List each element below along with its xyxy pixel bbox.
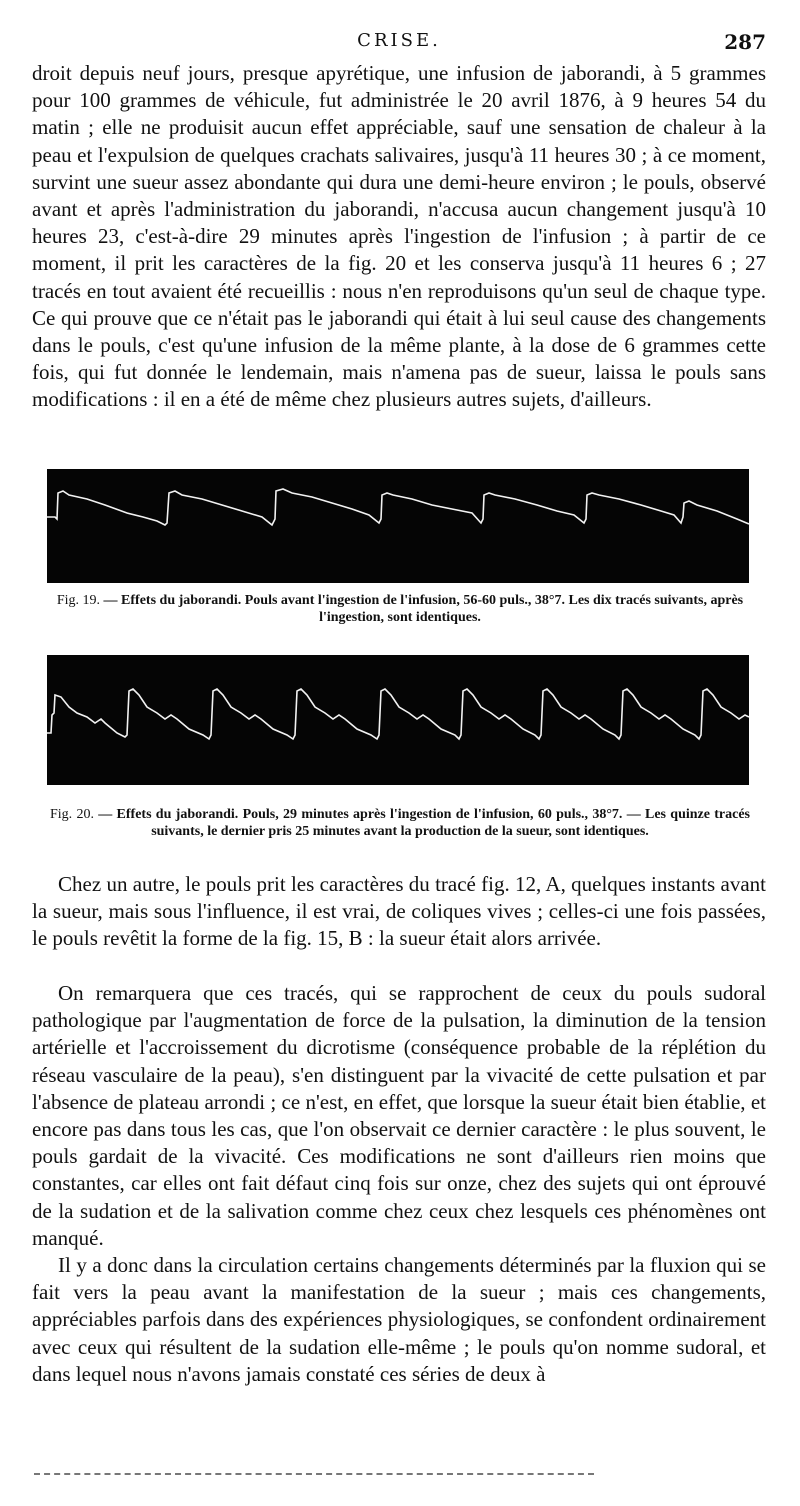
running-title: CRISE. <box>357 30 441 51</box>
paragraph-1: droit depuis neuf jours, presque apyrétique, une infusion de jaborandi, à 5 grammes pour 100 grammes de véhicule, fut administrée le 20 avril 1876, à 9 heures 54 du matin ; elle ne produisit aucun effet appréciable, sauf une sensation de chaleur à la peau et l'expulsion de quelques crachats salivaires, jusqu'à 11 heures 30 ; à ce moment, survint une sueur assez abondante qui dura une demi-heure environ ; le pouls, observé avant et après l'administration du jaborandi, n'accusa aucun changement jusqu'à 10 heures 23, c'est-à-dire 29 minutes après l'ingestion de l'infusion ; à partir de ce moment, il prit les caractères de la fig. 20 et les conserva jusqu'à 11 heures 6 ; 27 tracés en tout avaient été recueillis : nous n'en reproduisons qu'un seul de chaque type. Ce qui prouve que ce n'était pas le jaborandi qui était à lui seul cause des changements dans le pouls, c'est qu'une infusion de la même plante, à la dose de 6 grammes cette fois, qui fut donnée le lendemain, mais n'amena pas de sueur, laissa le pouls sans modifications : il en a été de même chez plusieurs autres sujets, d'ailleurs. <box>32 61 766 412</box>
figure-20-label: Fig. 20. <box>50 807 94 822</box>
pulse-trace-19 <box>47 469 749 583</box>
figure-19-pulse-tracing <box>47 469 749 583</box>
pulse-trace-20 <box>47 655 749 785</box>
pulse-trace-20-line <box>47 689 749 739</box>
footer-rule <box>34 1473 594 1477</box>
paragraph-4: Il y a donc dans la circulation certains changements déterminés par la fluxion qui se fait vers la peau avant la manifestation de la sueur ; mais ces changements, appréciables parfois dans des expériences physiologiques, se confondent ordinairement avec ceux qui résultent de la sudation elle-même ; le pouls qu'on nomme sudoral, et dans lequel nous n'avons jamais constaté ces séries de deux à <box>32 1253 766 1386</box>
page-number: 287 <box>724 30 766 54</box>
paragraph-2: Chez un autre, le pouls prit les caractères du tracé fig. 12, A, quelques instants avant la sueur, mais sous l'influence, il est vrai, de coliques vives ; celles-ci une fois passées, le pouls revêtit la forme de la fig. 15, B : la sueur était alors arrivée. <box>32 872 766 951</box>
figure-19-caption-text: — Effets du jaborandi. Pouls avant l'ingestion de l'infusion, 56-60 puls., 38°7. Les dix tracés suivants, après l'ingestion, sont identiques. <box>100 593 744 625</box>
figure-20-caption <box>50 806 750 840</box>
figure-19-caption <box>50 592 750 626</box>
figure-20-caption-text: — Effets du jaborandi. Pouls, 29 minutes après l'ingestion de l'infusion, 60 puls., 38°7. — Les quinze tracés suivants, le dernier pris 25 minutes avant la production de la sueur, sont identiques. <box>93 807 750 839</box>
pulse-trace-19-line <box>47 489 749 525</box>
figure-20-pulse-tracing <box>47 655 749 785</box>
page-header <box>32 30 766 54</box>
figure-19-label: Fig. 19. <box>56 593 101 608</box>
paragraph-3: On remarquera que ces tracés, qui se rapprochent de ceux du pouls sudoral pathologique par l'augmentation de force de la pulsation, la diminution de la tension artérielle et l'accroissement du dicrotisme (conséquence probable de la réplétion du réseau vasculaire de la peau), s'en distinguent par la vivacité de cette pulsation et par l'absence de plateau arrondi ; ce n'est, en effet, que lorsque la sueur était bien établie, et encore pas dans tous les cas, que l'on observait ce dernier caractère : le plus souvent, le pouls gardait de la vivacité. Ces modifications ne sont d'ailleurs rien moins que constantes, car elles ont fait défaut cinq fois sur onze, chez des sujets qui ont éprouvé de la sudation et de la salivation comme chez ceux chez lesquels ces phénomènes ont manqué. <box>32 981 766 1250</box>
